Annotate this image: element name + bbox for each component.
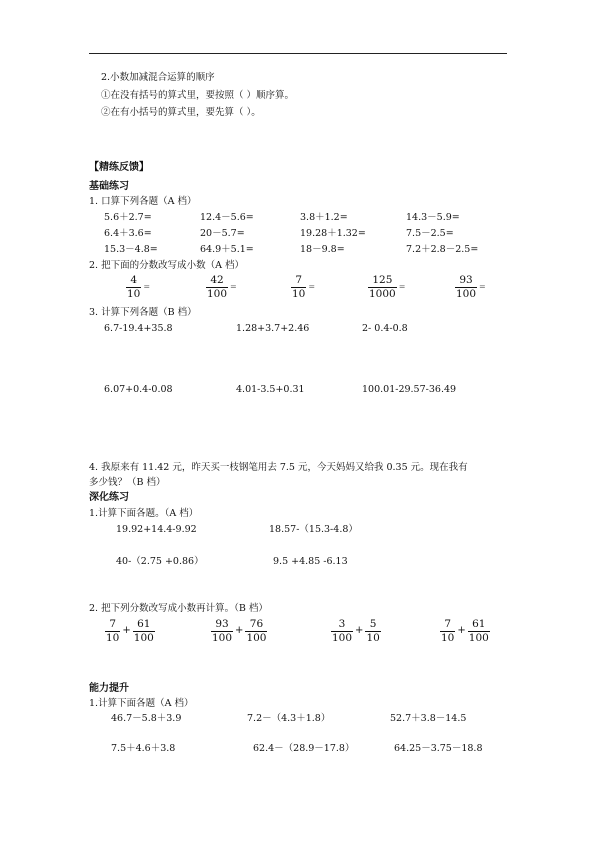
fraction-sum: $\frac{93}{100}$ + $\frac{76}{100}$ xyxy=(212,618,267,644)
calc-item: 6.7-19.4+35.8 xyxy=(104,323,173,334)
fraction-sum: $\frac{3}{100}$ + $\frac{5}{10}$ xyxy=(332,618,380,644)
intro-line-3: ②在有小括号的算式里，要先算（ ）。 xyxy=(101,107,261,118)
calc-item: 2- 0.4-0.8 xyxy=(362,323,408,334)
calc-item: 9.5 +4.85 -6.13 xyxy=(273,556,348,567)
oral-item: 7.2＋2.8－2.5= xyxy=(406,244,479,255)
q3-title: 3. 计算下列各题（B 档） xyxy=(89,307,197,318)
calc-item: 7.2－（4.3＋1.8） xyxy=(247,713,331,724)
oral-item: 20－5.7= xyxy=(200,228,245,239)
calc-item: 52.7＋3.8－14.5 xyxy=(390,713,467,724)
calc-item: 4.01-3.5+0.31 xyxy=(236,384,305,395)
fraction-sum: $\frac{7}{10}$ + $\frac{61}{100}$ xyxy=(441,618,489,644)
calc-item: 19.92+14.4-9.92 xyxy=(116,524,197,535)
fraction-sum: $\frac{7}{10}$ + $\frac{61}{100}$ xyxy=(106,618,154,644)
subsection-basic: 基础练习 xyxy=(89,181,129,192)
section-title-feedback: 【精练反馈】 xyxy=(89,162,149,173)
fraction-item: $\frac{125}{1000}$ = xyxy=(369,274,406,300)
subsection-deepen: 深化练习 xyxy=(89,492,129,503)
subsection-ability: 能力提升 xyxy=(89,683,129,694)
calc-item: 1.28+3.7+2.46 xyxy=(236,323,310,334)
oral-item: 15.3－4.8= xyxy=(104,244,158,255)
fraction-item: $\frac{4}{10}$ = xyxy=(127,274,151,300)
oral-item: 19.28＋1.32= xyxy=(300,228,366,239)
oral-item: 7.5－2.5= xyxy=(406,228,454,239)
deepen-q1-title: 1.计算下面各题。（A 档） xyxy=(89,508,199,519)
fraction-item: $\frac{42}{100}$ = xyxy=(207,274,237,300)
ability-q1-title: 1.计算下面各题（A 档） xyxy=(89,698,194,709)
deepen-q2-title: 2. 把下列分数改写成小数再计算。（B 档） xyxy=(89,603,268,614)
oral-item: 64.9＋5.1= xyxy=(200,244,254,255)
q2-title: 2. 把下面的分数改写成小数（A 档） xyxy=(89,260,244,271)
intro-line-1: 2.小数加减混合运算的顺序 xyxy=(101,72,215,83)
fraction-item: $\frac{93}{100}$ = xyxy=(456,274,486,300)
q1-title: 1. 口算下列各题（A 档） xyxy=(89,196,197,207)
oral-item: 18－9.8= xyxy=(300,244,345,255)
calc-item: 18.57-（15.3-4.8） xyxy=(269,524,358,535)
q4-line-2: 多少钱？（B 档） xyxy=(89,477,166,488)
oral-item: 6.4＋3.6= xyxy=(104,228,152,239)
calc-item: 40-（2.75 +0.86） xyxy=(116,556,204,567)
oral-item: 14.3－5.9= xyxy=(406,212,460,223)
oral-item: 5.6＋2.7= xyxy=(104,212,152,223)
intro-line-2: ①在没有括号的算式里，要按照（ ）顺序算。 xyxy=(101,90,295,101)
header-rule xyxy=(89,53,507,54)
calc-item: 6.07+0.4-0.08 xyxy=(104,384,173,395)
calc-item: 100.01-29.57-36.49 xyxy=(362,384,457,395)
fraction-item: $\frac{7}{10}$ = xyxy=(292,274,316,300)
calc-item: 62.4－（28.9－17.8） xyxy=(253,743,355,754)
calc-item: 46.7－5.8＋3.9 xyxy=(111,713,182,724)
calc-item: 7.5＋4.6＋3.8 xyxy=(111,743,176,754)
calc-item: 64.25－3.75－18.8 xyxy=(394,743,483,754)
oral-item: 3.8＋1.2= xyxy=(300,212,348,223)
oral-item: 12.4－5.6= xyxy=(200,212,254,223)
q4-line-1: 4. 我原来有 11.42 元，昨天买一枝钢笔用去 7.5 元，今天妈妈又给我 0.35 元。现在我有 xyxy=(89,462,468,473)
